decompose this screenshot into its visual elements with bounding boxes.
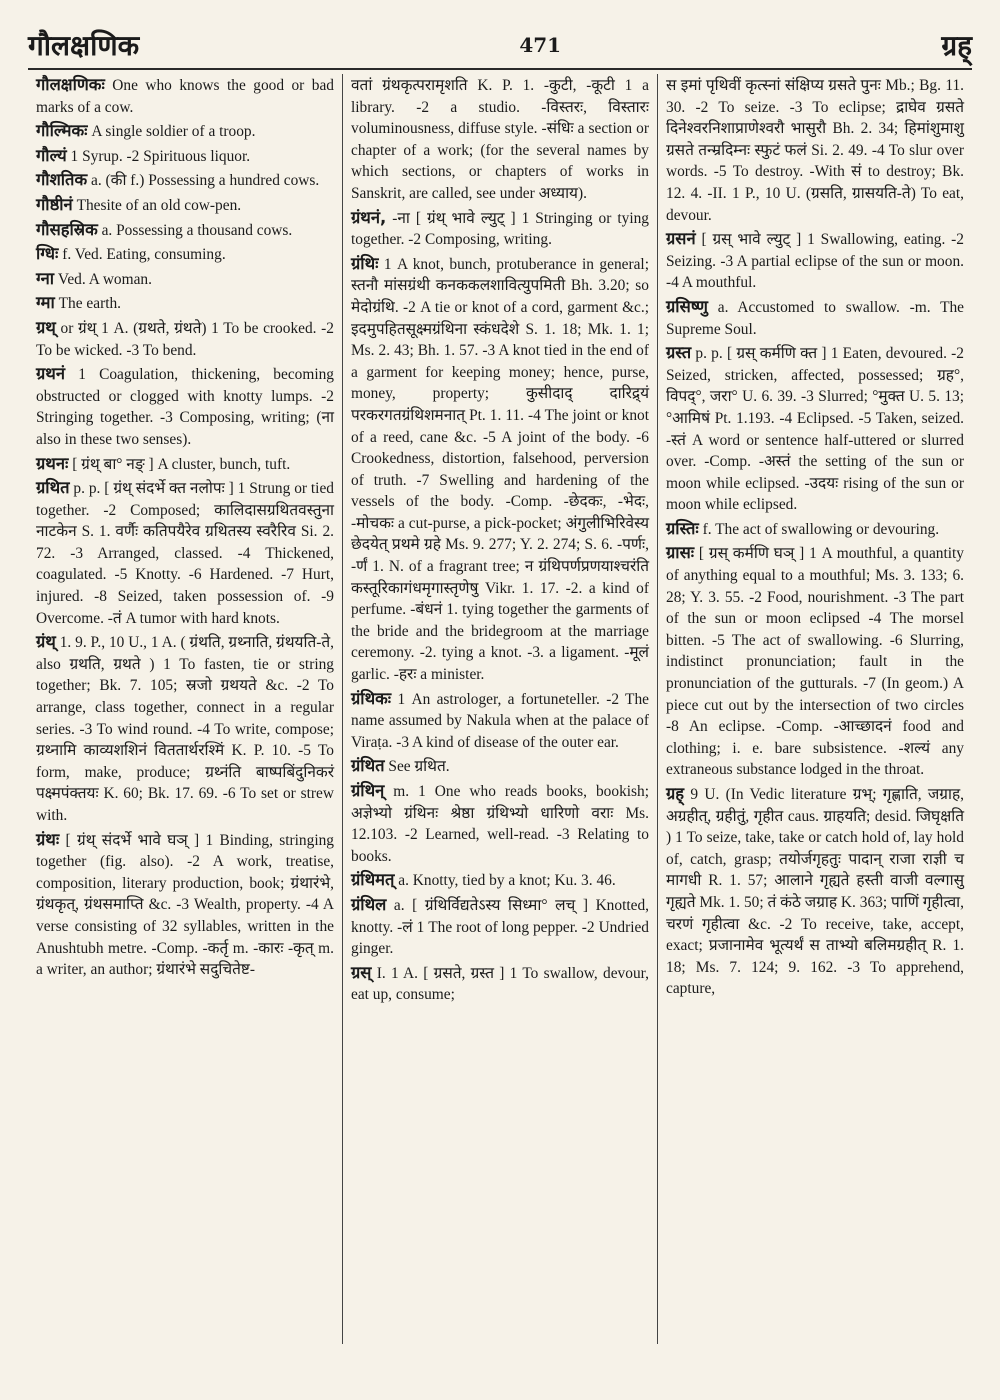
entry-headword: ग्रंथ् [36,632,56,652]
dictionary-entry [36,477,334,629]
dictionary-entry [36,243,334,266]
dictionary-entry [36,453,334,476]
entry-headword: ग्रथित [36,478,70,498]
dictionary-entry [351,894,649,960]
entry-definition: f. Ved. Eating, consuming. [58,246,226,264]
entry-definition: a. Possessing a thousand cows. [97,221,293,239]
entry-headword: गौल्मिकः [36,121,88,141]
entry-headword: गौष्ठीनं [36,194,73,214]
dictionary-entry [666,296,964,340]
dictionary-entry [36,829,334,981]
entry-definition: a. (की f.) Possessing a hundred cows. [87,172,320,190]
entry-headword: ग्रंथिः [351,253,379,273]
entry-headword: ग्मा [36,293,55,313]
dictionary-entry [666,342,964,516]
dictionary-entry [666,518,964,541]
entry-definition: a. Knotty, tied by a knot; Ku. 3. 46. [394,872,616,890]
dictionary-entry [351,74,649,205]
page-header [28,22,972,70]
dictionary-entry [351,780,649,867]
columns [28,74,972,1344]
entry-definition: [ ग्रंथ् बा° नङ् ] A cluster, bunch, tuft. [68,455,291,473]
dictionary-entry [36,169,334,192]
dictionary-entry [351,207,649,251]
entry-definition: Ved. A woman. [54,270,152,288]
entry-headword: ग्रस्तिः [666,518,699,538]
entry-headword: ग्रसनं [666,229,696,249]
entry-definition: 1 A knot, bunch, protuberance in general; स्तनौ मांसग्रंथी कनककलशावित्युपमिती Bh. 3.20; so मेदोग्रंथि. -2 A tie or knot of a cord, garment &c.; इदमुपहितसूक्ष्मग्रंथिना स्कंधदेशे S. 1. 18; Mk. 1. 1; Ms. 2. 43; Bh. 1. 57. -3 A knot tied in the end of a garment for keeping money; hence, purse, money, property; कुसीदाद् दारिद्र्यं परकरगतग्रंथिशमनात् Pt. 1. 11. -4 The joint or knot of a reed, cane &c. -5 A joint of the body. -6 Crookedness, distortion, falsehood, perversion of truth. -7 Swelling and hardening of the vessels of the body. -Comp. -छेदकः, -भेदः, -मोचकः a cut-purse, a pick-pocket; अंगुलीभिरिवेस्य छेदयेत् प्रथमे ग्रहे Ms. 9. 277; Y. 2. 274; S. 6. -पर्णः, -र्णं 1. N. of a fragrant tree; न ग्रंथिपर्णप्रणयाश्चरंति कस्तूरिकागंधमृगास्तृणेषु Vikr. 1. 17. -2. a kind of perfume. -बंधनं 1. tying together the garments of the bride and the bridegroom at the marriage ceremony. -2. tying a knot. -3. a ligament. -मूलं garlic. -हरः a minister. [351,255,649,684]
entry-headword: ग्ना [36,268,55,288]
entry-definition: [ ग्रंथ् संदर्भे भावे घञ् ] 1 Binding, stringing together (fig. also). -2 A work, treatise, composition, literary production, book; ग्रंथारंभे, ग्रंथकृत्, ग्रंथसमाप्ति &c. -3 Wealth, property. -4 A verse consisting of 32 syllables, written in the Anushtubh metre. -Comp. -कर्तृ m. -कारः -कृत् m. a writer, an author; ग्रंथारंभे सदुचितेष्ट- [36,831,334,979]
dictionary-entry [351,869,649,892]
entry-headword: ग्धिः [36,244,59,264]
entry-definition: p. p. [ ग्रंथ् संदर्भे क्त नलोपः ] 1 Strung or tied together. -2 Composed; कालिदासग्रथितवस्तुना नाटकेन S. 1. वर्णैः कतिपयैरेव ग्रथितस्य स्वरैरिव Si. 2. 72. -3 Arranged, classed. -4 Thickened, coagulated. -5 Knotty. -6 Hardened. -7 Hurt, injured. -8 Seized, taken possession of. -9 Overcome. -तं A tumor with hard knots. [36,480,334,627]
entry-headword: ग्रंथिमत् [351,870,395,890]
dictionary-entry [351,962,649,1006]
entry-headword: ग्रंथः [36,829,60,849]
dictionary-entry [36,145,334,168]
entry-definition: स इमां पृथिवीं कृत्स्नां संक्षिप्य ग्रसते पुनः Mb.; Bg. 11. 30. -2 To seize. -3 To eclipse; द्राघेव ग्रसते दिनेश्वरनिशाप्राणेश्वरौ भासुरौ Bh. 2. 34; हिमांशुमाशु ग्रसते तन्म्रदिम्नः स्फुटं फलं Si. 2. 49. -4 To slur over words. -5 To destroy. -With सं to destroy; Bk. 12. 4. -II. 1 P., 10 U. (ग्रसति, ग्रासयति-ते) To eat, devour. [666,77,964,224]
dictionary-entry [36,120,334,143]
entry-headword: ग्रह् [666,784,685,803]
entry-definition: -ना [ ग्रंथ् भावे ल्युट् ] 1 Stringing or tying together. -2 Composing, writing. [351,209,649,249]
entry-headword: ग्रस् [351,962,372,982]
column-1 [28,74,343,1344]
entry-headword: ग्रथनः [36,453,69,473]
entry-headword: ग्रसिष्णु [666,296,708,316]
entry-headword: ग्रथ् [36,317,56,337]
entry-definition: 1 Coagulation, thickening, becoming obstructed or clogged with knotty lumps. -2 Stringing together. -3 Composing, writing; (ना also in these two senses). [36,366,334,448]
column-3 [658,74,972,1344]
dictionary-entry [36,317,334,361]
entry-definition: वतां ग्रंथकृत्परामृशति K. P. 1. -कुटी, -कूटी 1 a library. -2 a studio. -विस्तरः, विस्तारः voluminousness, diffuse style. -संधिः a section or chapter of a work; (for the several names by which sections, or chapters of works in Sanskrit, are called, see under अध्याय). [351,77,649,202]
dictionary-entry [36,194,334,217]
entry-definition: p. p. [ ग्रस् कर्मणि क्त ] 1 Eaten, devoured. -2 Seized, stricken, affected, possessed; ग्रह°, विपद्°, जरा° U. 6. 39. -3 Slurred; °मुक्त U. 5. 13; °आमिषं Pt. 1.193. -4 Eclipsed. -5 Taken, seized. -स्तं A word or sentence half-uttered or slurred over. -Comp. -अस्तं the setting of the sun or moon while eclipsed. -उदयः rising of the sun or moon while eclipsed. [666,345,964,514]
dictionary-entry [666,228,964,294]
entry-definition: a. Accustomed to swallow. -m. The Supreme Soul. [666,298,964,338]
entry-definition: a. [ ग्रंथिर्विद्यतेऽस्य सिध्मा° लच् ] Knotted, knotty. -लं 1 The root of long pepper. -2 Undried ginger. [351,896,649,958]
entry-headword: ग्रंथिल [351,894,387,914]
entry-definition: The earth. [54,295,122,313]
dictionary-entry [36,292,334,315]
dictionary-entry [666,542,964,781]
entry-headword: ग्रथनं [36,364,66,384]
entry-headword: गौलक्षणिकः [36,75,105,94]
dictionary-entry [36,631,334,826]
entry-headword: ग्रासः [666,543,695,563]
dictionary-entry [351,253,649,686]
entry-headword: गौसहस्रिक [36,219,98,239]
entry-headword: ग्रंथनं, [351,207,387,227]
entry-headword: गौशतिक [36,170,88,190]
dictionary-entry [36,74,334,118]
column-2 [343,74,658,1344]
entry-definition: Thesite of an old cow-pen. [72,196,242,214]
dictionary-entry [351,688,649,754]
entry-headword: ग्रंथिन् [351,781,385,800]
header-left-guideword: गौलक्षणिक [28,29,140,62]
entry-definition: 1 An astrologer, a fortuneteller. -2 The name assumed by Nakula when at the palace of Viraṭa. -3 A kind of disease of the outer ear. [351,690,649,751]
entry-definition: m. 1 One who reads books, bookish; अज्ञेभ्यो ग्रंथिनः श्रेष्ठा ग्रंथिभ्यो धारिणो वराः Ms. 12.103. -2 Learned, well-read. -3 Relating to books. [351,783,649,865]
entry-definition: f. The act of swallowing or devouring. [698,520,940,538]
dictionary-entry [36,219,334,242]
dictionary-entry [36,363,334,450]
entry-definition: [ ग्रस् कर्मणि घञ् ] 1 A mouthful, a quantity of anything equal to a mouthful; Ms. 3. 133; 6. 28; Y. 3. 55. -2 Food, nourishment. -3 The part of the sun or moon eclipsed -4 The morsel bitten. -5 The act of swallowing. -6 Slurring, indistinct pronunciation; fault in the pronunciation of the gutturals. -7 (In geom.) A piece cut out by the intersection of two circles -8 An eclipse. -Comp. -आच्छादनं food and clothing; i. e. bare subsistence. -शल्यं any extraneous substance lodged in the throat. [666,545,964,779]
dictionary-entry [351,755,649,778]
entry-definition: 9 U. (In Vedic literature ग्रभ्; गृह्णाति, जग्राह, अग्रहीत्, ग्रहीतुं, गृहीत caus. ग्राहयति; desid. जिघृक्षति ) 1 To seize, take, take or catch hold of, lay hold of, catch, grasp; तयोर्जगृहतुः पादान् राजा राज्ञी च मागधी R. 1. 57; आलाने गृह्यते हस्ती वाजी वल्गासु गृह्यते Mk. 1. 50; तं कंठे जग्राह K. 363; पाणिं गृहीत्वा, चरणं गृहीत्वा &c. -2 To receive, take, accept, exact; प्रजानामेव भूत्यर्थं स ताभ्यो बलिमग्रहीत् R. 1. 18; Ms. 7. 124; 9. 162. -3 To apprehend, capture, [666,786,964,998]
dictionary-entry [666,783,964,1000]
entry-headword: गौल्यं [36,145,67,165]
entry-definition: 1 Syrup. -2 Spirituous liquor. [66,147,251,165]
entry-definition: I. 1 A. [ ग्रसते, ग्रस्त ] 1 To swallow, devour, eat up, consume; [351,964,649,1004]
entry-definition: or ग्रंथ् 1 A. (ग्रथते, ग्रंथते) 1 To be crooked. -2 To be wicked. -3 To bend. [36,319,334,359]
header-right-guideword: ग्रह् [941,29,972,62]
entry-definition: 1. 9. P., 10 U., 1 A. ( ग्रंथति, ग्रथ्नाति, ग्रंथयति-ते, also ग्रथति, ग्रथते ) 1 To fasten, tie or string together; Bk. 7. 105; स्रजो ग्रथयते &c. -2 To arrange, class together, connect in a regular series. -3 To wind round. -4 To write, compose; ग्रथ्नामि काव्यशशिनं विततार्थरश्मिं K. P. 10. -5 To form, make, produce; ग्रथ्नंति बाष्पबिंदुनिकरं पक्ष्मपंक्तयः K. 60; Bk. 17. 69. -6 To set or strew with. [36,634,334,824]
entry-headword: ग्रस्त [666,343,692,363]
dictionary-entry [36,268,334,291]
entry-headword: ग्रंथिकः [351,688,392,708]
entry-definition: A single soldier of a troop. [87,123,256,141]
entry-headword: ग्रंथित [351,756,385,776]
entry-definition: See ग्रथित. [384,758,450,776]
entry-definition: [ ग्रस् भावे ल्युट् ] 1 Swallowing, eating. -2 Seizing. -3 A partial eclipse of the sun or moon. -4 A mouthful. [666,231,964,292]
entry-definition: One who knows the good or bad marks of a cow. [36,77,334,116]
dictionary-entry [666,74,964,226]
page-number: 471 [519,33,562,57]
